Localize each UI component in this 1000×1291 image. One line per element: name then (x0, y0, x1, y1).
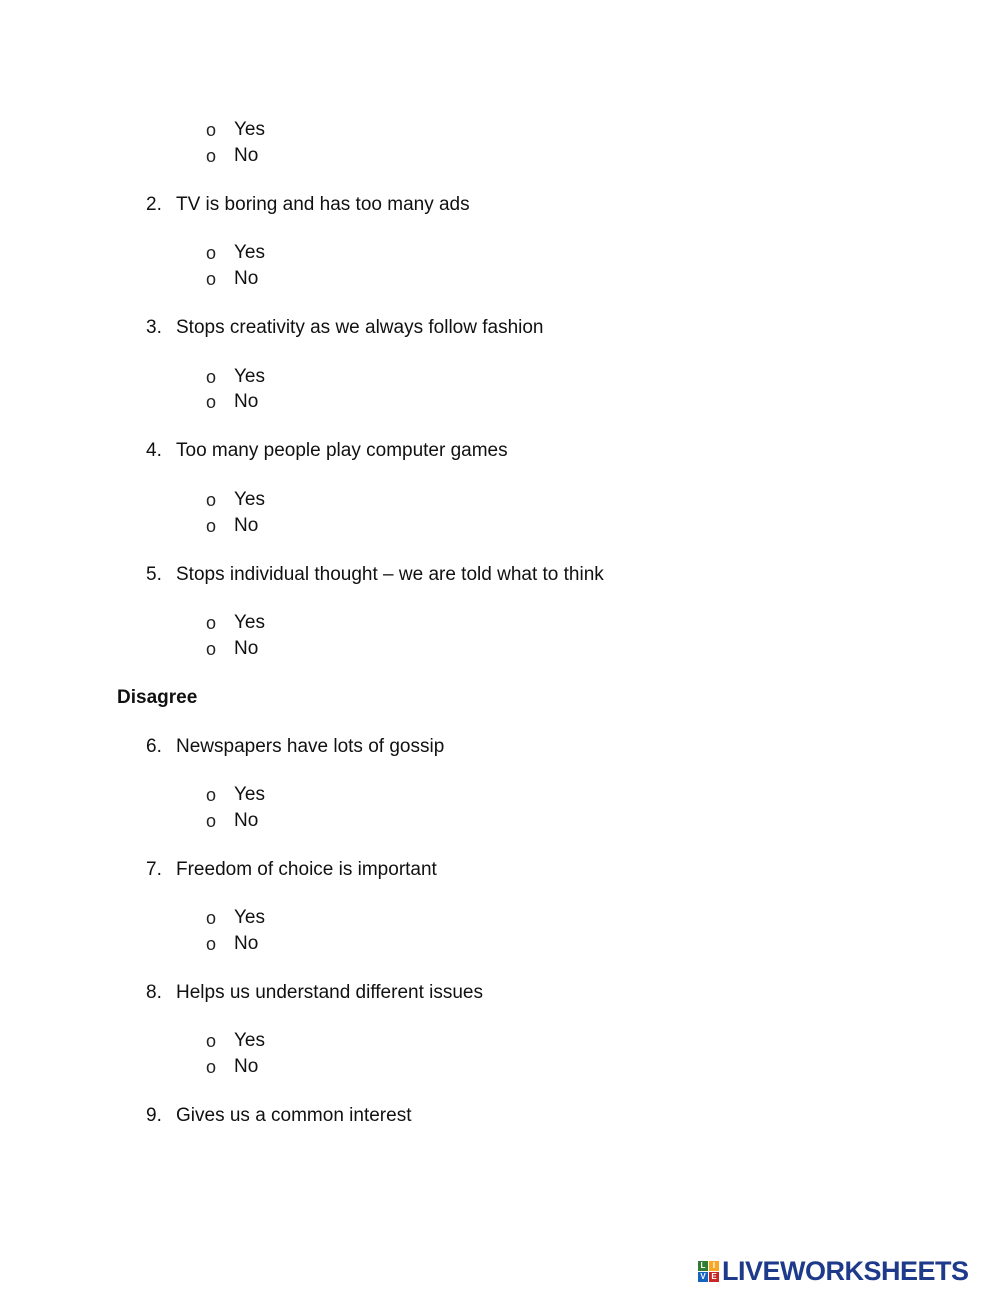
question-text: Helps us understand different issues (176, 982, 483, 1003)
question-number: 7. (146, 859, 162, 880)
radio-bullet-icon[interactable]: o (206, 1057, 217, 1077)
option-label-yes: Yes (234, 907, 265, 928)
question-number: 6. (146, 736, 162, 757)
radio-bullet-icon[interactable]: o (206, 367, 217, 387)
radio-bullet-icon[interactable]: o (206, 146, 217, 166)
option-label-no: No (234, 810, 259, 831)
logo-text: LIVEWORKSHEETS (722, 1256, 969, 1286)
logo-tile: I (709, 1261, 719, 1271)
radio-bullet-icon[interactable]: o (206, 120, 217, 140)
radio-bullet-icon[interactable]: o (206, 490, 217, 510)
question-number: 4. (146, 440, 162, 461)
radio-bullet-icon[interactable]: o (206, 269, 217, 289)
question-number: 3. (146, 317, 162, 338)
option-label-no: No (234, 638, 259, 659)
radio-bullet-icon[interactable]: o (206, 785, 217, 805)
radio-bullet-icon[interactable]: o (206, 613, 217, 633)
logo-tile: L (698, 1261, 708, 1271)
radio-bullet-icon[interactable]: o (206, 639, 217, 659)
question-text: Too many people play computer games (176, 440, 508, 461)
option-label: No (234, 145, 259, 166)
option-label-no: No (234, 268, 259, 289)
question-text: Stops individual thought – we are told what to think (176, 564, 604, 585)
radio-bullet-icon[interactable]: o (206, 908, 217, 928)
option-label-no: No (234, 515, 259, 536)
question-number: 9. (146, 1105, 162, 1126)
option-label-no: No (234, 933, 259, 954)
radio-bullet-icon[interactable]: o (206, 934, 217, 954)
question-text: Stops creativity as we always follow fashion (176, 317, 544, 338)
question-text: Freedom of choice is important (176, 859, 437, 880)
radio-bullet-icon[interactable]: o (206, 1031, 217, 1051)
liveworksheets-logo (698, 1256, 969, 1287)
logo-tile: V (698, 1272, 708, 1282)
logo-tile: E (709, 1272, 719, 1282)
radio-bullet-icon[interactable]: o (206, 243, 217, 263)
option-label-yes: Yes (234, 366, 265, 387)
question-text: Newspapers have lots of gossip (176, 736, 445, 757)
option-label-yes: Yes (234, 489, 265, 510)
question-number: 2. (146, 194, 162, 215)
option-label-no: No (234, 1056, 259, 1077)
radio-bullet-icon[interactable]: o (206, 392, 217, 412)
question-text: TV is boring and has too many ads (176, 194, 470, 215)
radio-bullet-icon[interactable]: o (206, 516, 217, 536)
section-heading-disagree: Disagree (117, 687, 198, 708)
option-label-no: No (234, 391, 259, 412)
question-number: 5. (146, 564, 162, 585)
option-label: Yes (234, 119, 265, 140)
logo-mark-icon (698, 1261, 719, 1282)
option-label-yes: Yes (234, 242, 265, 263)
question-number: 8. (146, 982, 162, 1003)
option-label-yes: Yes (234, 1030, 265, 1051)
option-label-yes: Yes (234, 784, 265, 805)
radio-bullet-icon[interactable]: o (206, 811, 217, 831)
option-label-yes: Yes (234, 612, 265, 633)
question-text: Gives us a common interest (176, 1105, 412, 1126)
